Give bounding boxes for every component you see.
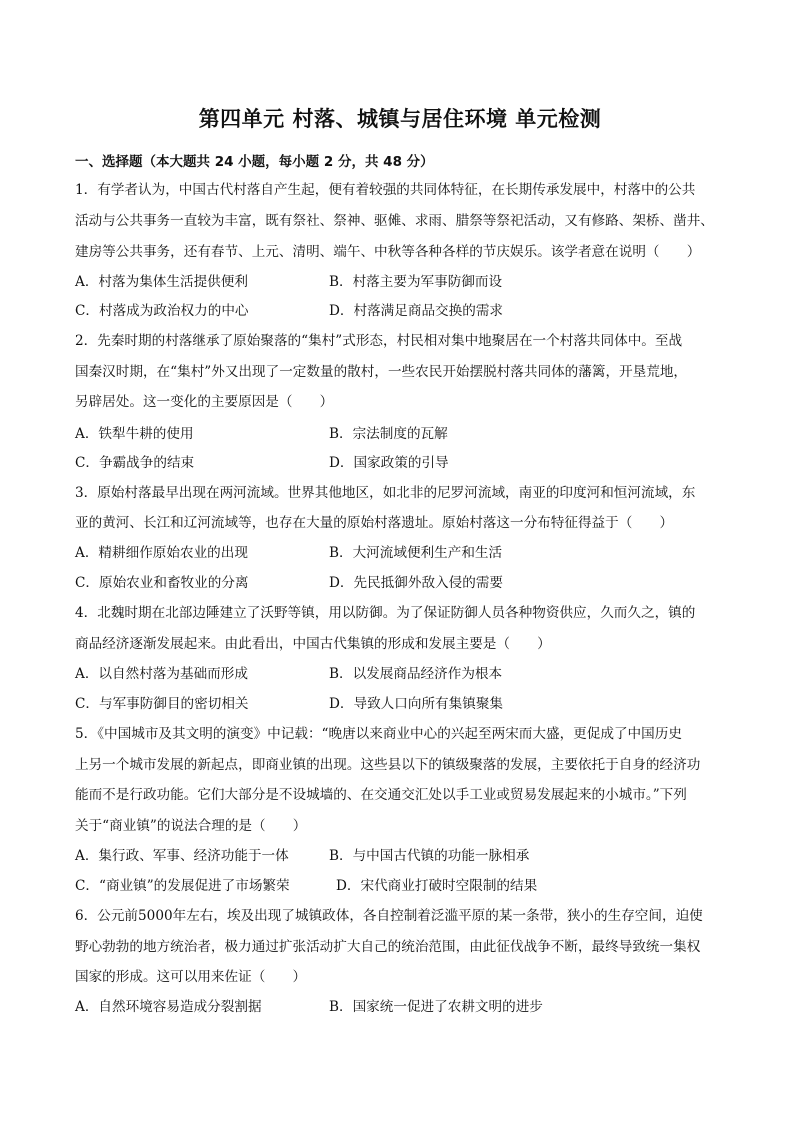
question-5-option-d: D．宋代商业打破时空限制的结果 (336, 878, 538, 894)
question-1-option-d: D．村落满足商品交换的需求 (329, 303, 504, 319)
question-5-line-1: 5．《中国城市及其文明的演变》中记载：“晚唐以来商业中心的兴起至两宋而大盛，更促成了中国历史 (75, 726, 682, 742)
question-1-line-1: 1．有学者认为，中国古代村落自产生起，便有着较强的共同体特征，在长期传承发展中，村落中的公共 (75, 182, 696, 198)
question-4-line-1: 4．北魏时期在北部边陲建立了沃野等镇，用以防御。为了保证防御人员各种物资供应，久而久之，镇的 (75, 605, 696, 621)
question-5-line-2: 上另一个城市发展的新起点，即商业镇的出现。这些县以下的镇级聚落的发展，主要依托于自身的经济功 (75, 757, 701, 773)
question-1-option-c: C．村落成为政治权力的中心 (75, 303, 249, 319)
question-1-option-b: B．村落主要为军事防御而设 (329, 274, 503, 290)
question-2-line-1: 2．先秦时期的村落继承了原始聚落的“集村”式形态，村民相对集中地聚居在一个村落共同体中。至战 (75, 333, 683, 349)
question-6-line-3: 国家的形成。这可以用来佐证（ ） (75, 969, 307, 985)
question-1-option-a: A．村落为集体生活提供便利 (75, 274, 248, 290)
question-3-option-a: A．精耕细作原始农业的出现 (75, 545, 248, 561)
question-5-option-b: B．与中国古代镇的功能一脉相承 (329, 848, 530, 864)
question-5-line-4: 关于“商业镇”的说法合理的是（ ） (75, 818, 307, 834)
question-4-option-a: A．以自然村落为基础而形成 (75, 666, 248, 682)
question-2-line-3: 另辟居处。这一变化的主要原因是（ ） (75, 394, 334, 410)
question-4-option-b: B．以发展商品经济作为根本 (329, 666, 503, 682)
question-2-option-c: C．争霸战争的结束 (75, 455, 195, 471)
question-5-option-c: C．“商业镇”的发展促进了市场繁荣 (75, 878, 290, 894)
question-3-option-b: B．大河流域便利生产和生活 (329, 545, 503, 561)
question-1-line-3: 建房等公共事务，还有春节、上元、清明、端午、中秋等各种各样的节庆娱乐。该学者意在说明（ ） (75, 244, 701, 260)
question-1-line-2: 活动与公共事务一直较为丰富，既有祭社、祭神、驱傩、求雨、腊祭等祭祀活动，又有修路、架桥、凿井、 (75, 213, 714, 229)
question-6-line-2: 野心勃勃的地方统治者，极力通过扩张活动扩大自己的统治范围，由此征伐战争不断，最终导致统一集权 (75, 939, 701, 955)
question-5-line-3: 能而不是行政功能。它们大部分是不设城墙的、在交通交汇处以手工业或贸易发展起来的小城市。”下列 (75, 787, 687, 803)
question-6-line-1: 6．公元前5000年左右，埃及出现了城镇政体，各自控制着泛滥平原的某一条带，狭小的生存空间，迫使 (75, 908, 703, 924)
question-4-option-c: C．与军事防御目的密切相关 (75, 696, 249, 712)
question-3-option-c: C．原始农业和畜牧业的分离 (75, 575, 249, 591)
question-3-line-2: 亚的黄河、长江和辽河流域等，也存在大量的原始村落遗址。原始村落这一分布特征得益于（ ） (75, 515, 674, 531)
question-5-option-a: A．集行政、军事、经济功能于一体 (75, 848, 289, 864)
question-4-line-2: 商品经济逐渐发展起来。由此看出，中国古代集镇的形成和发展主要是（ ） (75, 636, 551, 652)
section-heading: 一、选择题（本大题共 24 小题，每小题 2 分，共 48 分） (75, 154, 434, 170)
question-3-line-1: 3．原始村落最早出现在两河流域。世界其他地区，如北非的尼罗河流域，南亚的印度河和恒河流域，东 (75, 485, 696, 501)
question-2-option-b: B．宗法制度的瓦解 (329, 426, 448, 442)
question-4-option-d: D．导致人口向所有集镇聚集 (329, 696, 504, 712)
question-6-option-a: A．自然环境容易造成分裂割据 (75, 999, 262, 1015)
page-title: 第四单元 村落、城镇与居住环境 单元检测 (198, 107, 602, 131)
question-2-line-2: 国秦汉时期，在“集村”外又出现了一定数量的散村，一些农民开始摆脱村落共同体的藩篱，开垦荒地， (75, 364, 688, 380)
question-2-option-a: A．铁犁牛耕的使用 (75, 426, 194, 442)
question-6-option-b: B．国家统一促进了农耕文明的进步 (329, 999, 543, 1015)
question-3-option-d: D．先民抵御外敌入侵的需要 (329, 575, 504, 591)
question-2-option-d: D．国家政策的引导 (329, 455, 449, 471)
